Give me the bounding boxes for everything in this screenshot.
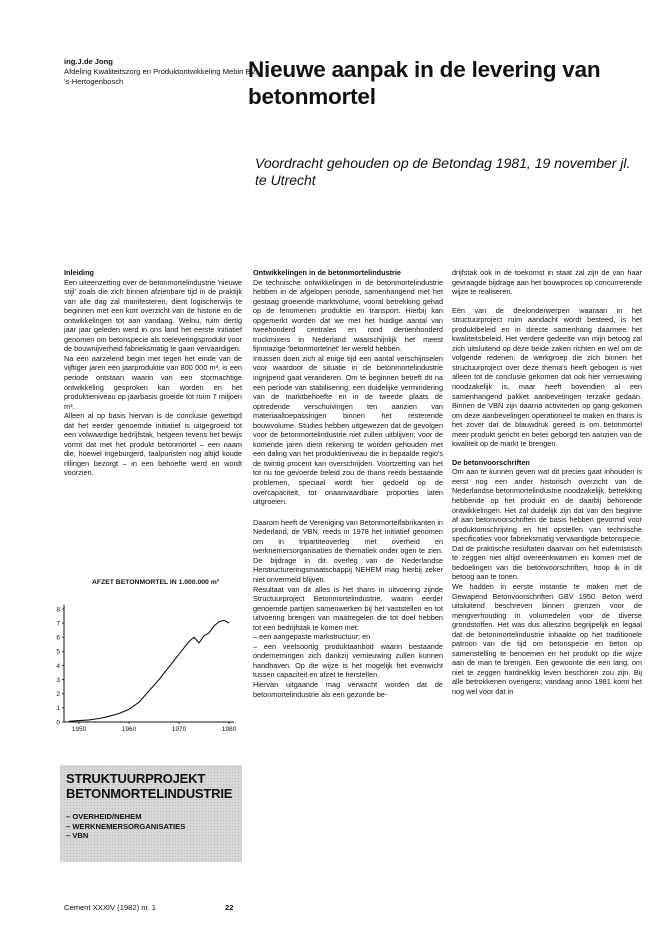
chart-title: AFZET BETONMORTEL IN 1.000.000 m³: [92, 579, 220, 586]
column-3: [452, 268, 642, 697]
author-name: ing.J.de Jong: [64, 57, 113, 66]
paragraph: Alleen al op basis hiervan is de conclusie gewettigd dat het eerder genoemde initiatief is uitgegroeid tot een volwaardige bedrijfstak, hetgeen tevens het bewijs vormt dat met het produkt betonmortel – een naam die, hoewel ingeburgerd, taalpuristen nog altijd koude rillingen bezorgt – in een behoefte werd en wordt voorzien.: [64, 411, 242, 478]
paragraph: Om aan te kunnen geven wat dit precies gaat inhouden is eerst nog een ander historisch overzicht van de Nederlandse betonmortelindustrie noodzakelijk, betrekking hebbende op het produkt en de daarbij behorende ontwikkelingen. Het zal duidelijk zijn dat van den beginne af aan betonvoorschriften de basis hebben gevormd voor produktomschrijving en het opstellen van technische specificaties voor fabrieksmatig vervaardigde betonspecie. Dat de praktische resultaten daarvan om het eufemistisch te zeggen niet altijd overeenkwamen en komen met de bedoelingen van die betonvoorschriften, hoop ik in dit betoog aan te tonen.: [452, 467, 642, 582]
article-title: Nieuwe aanpak in de levering van betonmortel: [248, 57, 601, 109]
author-affiliation: Afdeling Kwaliteitszorg en Produktontwikkeling Mebin BV, 's-Hertogenbosch: [64, 67, 258, 86]
paragraph: Daarom heeft de Vereniging van Betonmortelfabrikanten in Nederland, de VBN, reeds in 1978 het initiatief genomen om in tripartiteoverleg met overheid en werknemersorganisaties de thematiek onder ogen te zien. De bijdrage in dit overleg van de Nederlandse Herstructureringsmaatschappij NEHEM mag hierbij zeker niet onvermeld blijven.: [253, 517, 443, 584]
column-1: [64, 268, 242, 478]
section-heading-inleiding: Inleiding: [64, 268, 94, 277]
paragraph: We hadden in eerste instantie te maken met de Gewapend Betonvoorschriften GBV 1950. Beton werd uitsluitend beschreven binnen grenzen voor de mengverhouding in volumedelen voor de diverse grondstoffen. Het was dus alleszins begrijpelijk en legaal dat de betonmortelindustrie inhaakte op het traditionele patroon van die tijd om betonspecie en beton op samenstelling te benoemen en het produkt op die wijze aan de man te brengen. Een gewoonte die een lang, om niet te zeggen hardnekkig leven beschoren zou zijn. Bij alle betrokkenen overigens; vandaag anno 1981 komt het nog wel voor dat in: [452, 581, 642, 696]
project-box: [60, 765, 242, 862]
paragraph: Hiervan uitgaande mag verwacht worden dat de betonmortelindustrie als een gezonde be-: [253, 679, 443, 699]
box-title-line: BETONMORTELINDUSTRIE: [66, 786, 233, 801]
journal-footer: Cement XXXIV (1982) nr. 1: [64, 903, 157, 912]
y-tick-label: 1: [56, 705, 60, 713]
author-block: [64, 57, 264, 87]
paragraph: drijfstak ook in de toekomst in staat zal zijn de van haar gevraagde bijdrage aan het bouwproces op concurrerende wijze te realiseren.: [452, 268, 642, 297]
y-tick-label: 7: [56, 620, 60, 628]
y-tick-label: 2: [56, 691, 60, 699]
y-tick-label: 5: [56, 648, 60, 656]
page-number: 22: [225, 903, 234, 912]
section-heading-betonvoorschriften: De betonvoorschriften: [452, 457, 530, 467]
paragraph: Resultaat van dit alles is het thans in uitvoering zijnde Structuurproject Betonmortelindustrie, waarin eerder genoemde partijen samenwerken bij het vaststellen en tot uitvoering brengen van maatregelen die tot doel hebben tot een bedrijfstak te komen met:: [253, 584, 443, 632]
paragraph: Een uiteenzetting over de betonmortelindustrie 'nieuwe stijl' zoals die zich binnen afzienbare tijd in de praktijk van alle dag zal manifesteren, dient logischerwijs te beginnen met een kort overzicht van de historie en de ontwikkelingen tot aan vandaag. Welnu, ruim dertig jaar jaar geleden werd in ons land het eerste initiatief genomen om betonspecie als toeleveringsprodukt voor de bouwnijverheid fabrieksmatig te gaan vervaardigen.: [64, 277, 242, 354]
y-tick-label: 0: [56, 719, 60, 727]
paragraph: Na een aarzelend begin met tegen het einde van de vijftiger jaren een jaarproduktie van 800 000 m³, is een periode ontstaan waarin van een stormachtige ontwikkeling gesproken kan worden en het produktieniveau op jaarbasis groeide tot ruim 7 miljoen m³.: [64, 353, 242, 411]
box-title-line: STRUKTUURPROJEKT: [66, 771, 206, 786]
paragraph: De technische ontwikkelingen in de betonmortelindustrie hebben in de afgelopen periode, samenhangend met het gestaag groeiende marktvolume, vooral betrekking gehad op de fenomenen produktie en transport. Hierbij kan opgemerkt worden dat we met het huidige aantal van tweehonderd centrales en rond dertienhonderd truckmixers in Nederland waarschijnlijk het meest fijnmazige 'betonmortelnet' ter wereld hebben.: [253, 277, 443, 354]
paragraph: Intussen doen zich al enige tijd een aantal verschijnselen voor waardoor de situatie in de betonmortelindustrie ingrijpend gaat veranderen. Om te beginnen betreft dit na een periode van stabilisering, een duidelijke vermindering van de marktbehoefte en in de tweede plaats de optredende verschuivingen ten aanzien van materiaaltoepassingen binnen het resterende bouwvolume. Studies hebben uitgewezen dat de gevolgen voor de betonmortelindustrie niet zullen uitblijven; voor de komende jaren dient rekening te worden gehouden met een daling van het produktieniveau die in bepaalde regio's de twintig procent kan overschrijden. Voortzetting van het tot nu toe gevoerde beleid zou de thans reeds bestaande problemen, speciaal wordt hier gedoeld op de overcapaciteit, tot onaanvaardbare proporties laten uitgroeien.: [253, 353, 443, 507]
box-list-item: – WERKNEMERSORGANISATIES: [66, 821, 186, 831]
article-subtitle: Voordracht gehouden op de Betondag 1981, 19 november jl. te Utrecht: [255, 155, 631, 188]
list-item: – een aangepaste markstructuur; en: [253, 632, 371, 642]
column-2: [253, 268, 443, 699]
x-tick-label: 1970: [171, 726, 187, 733]
x-tick-label: 1960: [121, 726, 137, 733]
y-tick-label: 8: [56, 606, 60, 614]
paragraph: Eén van de deelonderwerpen waaraan in het structuurproject ruim aandacht wordt besteed, is het produktbeleid en in directe samenhang daarmee het kwaliteitsbeleid. Het verdere gedeelte van mijn betoog zal zich uitsluitend op deze beide zaken richten en wel om de volgende redenen: de werkgroep die zich binnen het structuurproject over deze thema's heeft gebogen is niet alleen tot de conclusie gekomen dat ook hier vernieuwing noodzakelijk is, maar heeft bovendien al een samenhangend pakket aanbevelingen terzake gedaan. Binnen de VBN zijn daarna activiteiten op gang gekomen om deze aanbevelingen operationeel te maken en thans is het zover dat de blauwdruk gereed is om betonmortel meer produkt gericht en beter geborgd ten aanzien van de kwaliteit op de markt te brengen.: [452, 305, 642, 449]
box-list-item: – OVERHEID/NEHEM: [66, 812, 142, 821]
y-tick-label: 4: [56, 662, 60, 670]
y-tick-label: 6: [56, 634, 60, 642]
box-title: [66, 771, 232, 801]
x-tick-label: 1980: [221, 726, 237, 733]
y-tick-label: 3: [56, 676, 60, 684]
series-line: [69, 620, 229, 721]
box-list: [66, 812, 185, 841]
section-heading-ontwikkelingen: Ontwikkelingen in de betonmortelindustrie: [253, 268, 401, 277]
box-list-item: – VBN: [66, 831, 89, 840]
list-item: – een veelsoortig produktaanbod waarin bestaande ondernemingen zich dankzij vernieuwing zullen kunnen handhaven. Op die wijze is het mogelijk het evenwicht tussen capaciteit en afzet te herstellen.: [253, 641, 443, 680]
sales-line-chart: [52, 590, 242, 740]
x-tick-label: 1950: [71, 726, 87, 733]
